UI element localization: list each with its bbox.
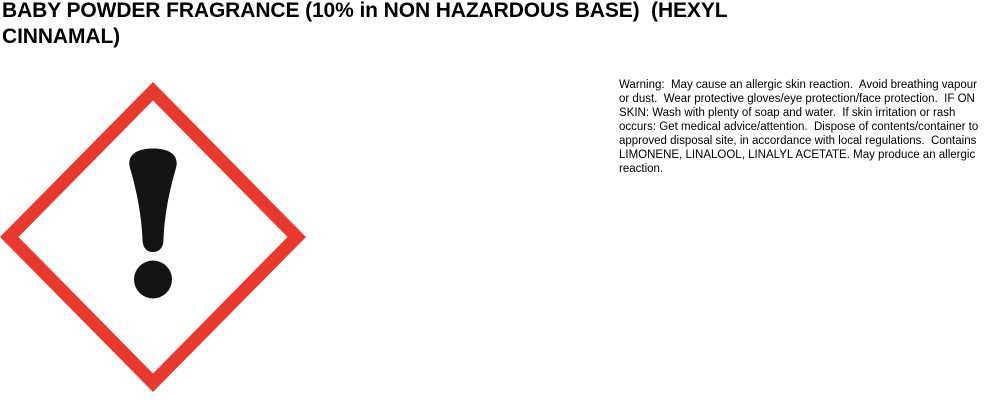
ghs07-exclamation-pictogram [0,82,306,392]
exclamation-dot-icon [134,261,172,299]
warning-text-line: or dust. Wear protective gloves/eye protection/face protection. IF ON [619,93,975,105]
warning-text-line: LIMONENE, LINALOOL, LINALYL ACETATE. May produce an allergic [619,149,976,161]
product-title-line1: BABY POWDER FRAGRANCE (10% in NON HAZARDOUS BASE) (HEXYL [2,0,728,22]
warning-text-line: reaction. [619,163,664,175]
warning-text-line: Warning: May cause an allergic skin reaction. Avoid breathing vapour [619,79,977,91]
warning-text-line: SKIN: Wash with plenty of soap and water. If skin irritation or rash [619,107,956,119]
product-title [2,0,727,50]
warning-text-line: approved disposal site, in accordance with local regulations. Contains [619,135,977,147]
product-title-line2: CINNAMAL) [2,25,121,48]
ghs-diamond-svg [0,82,306,392]
warning-text [619,78,978,176]
warning-text-line: occurs: Get medical advice/attention. Dispose of contents/container to [619,121,979,133]
